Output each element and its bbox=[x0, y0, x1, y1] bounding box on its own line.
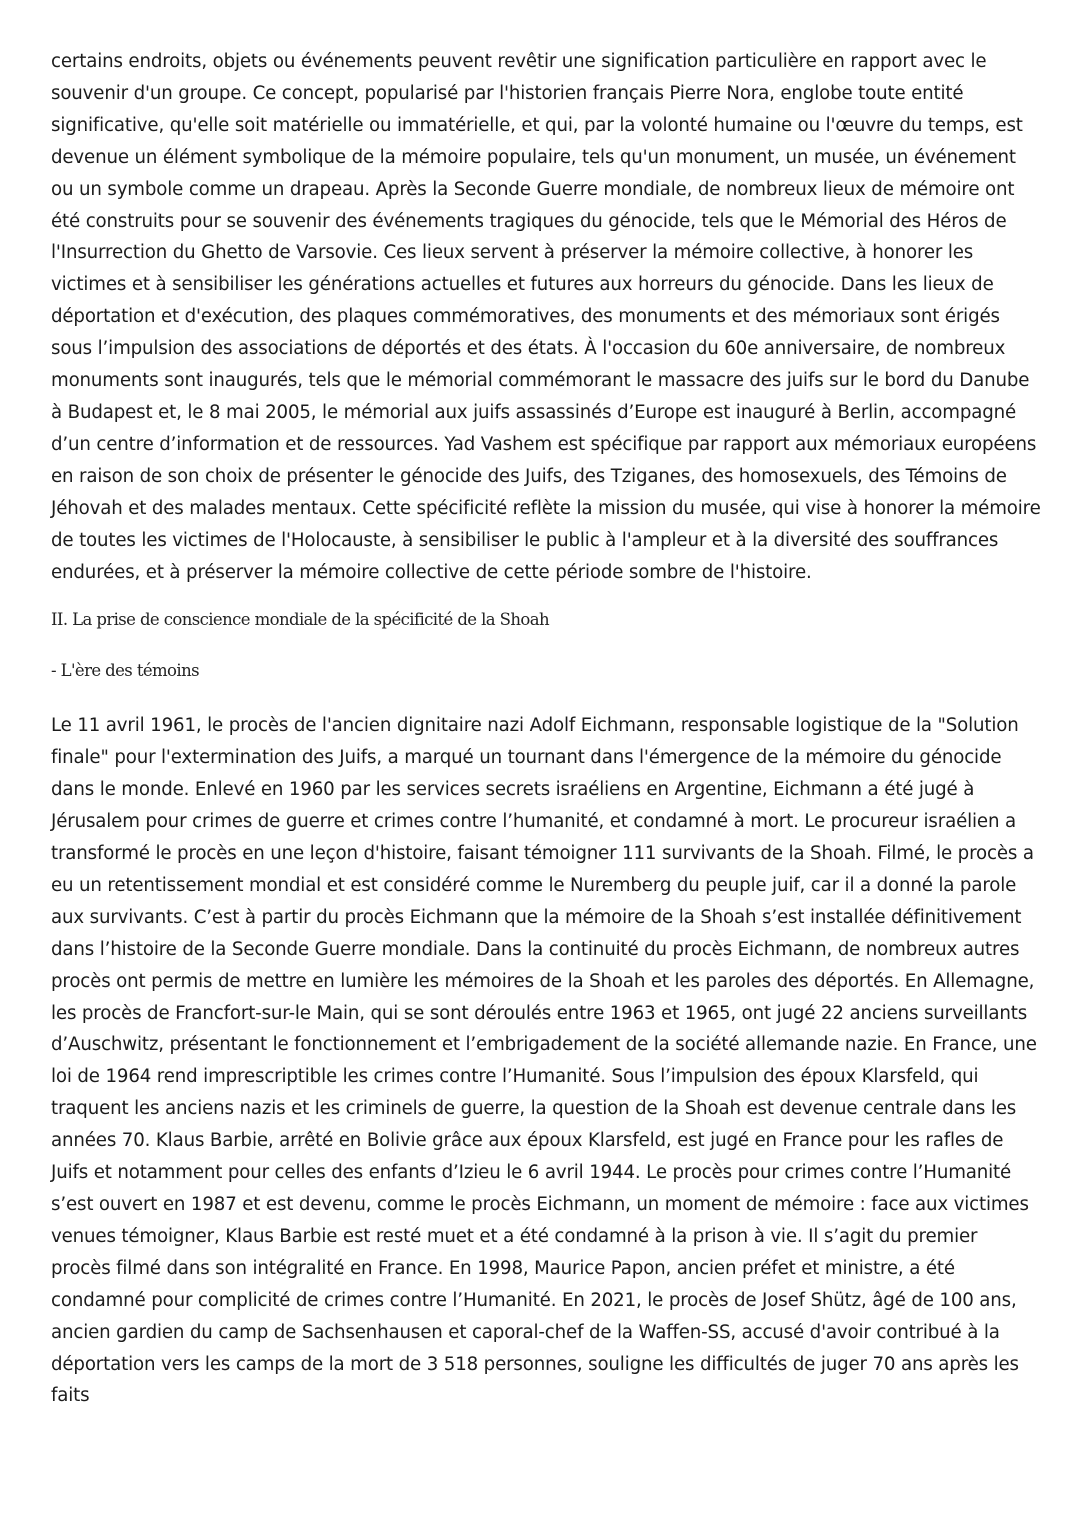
body-paragraph-lieux-de-memoire: certains endroits, objets ou événements peuvent revêtir une signification particulière en rapport avec le souvenir d'un groupe. Ce concept, popularisé par l'historien français Pierre Nora, englobe toute entité significative, qu'elle soit matérielle ou immatérielle, et qui, par la volonté humaine ou l'œuvre du temps, est devenue un élément symbolique de la mémoire populaire, tels qu'un monument, un musée, un événement ou un symbole comme un drapeau. Après la Seconde Guerre mondiale, de nombreux lieux de mémoire ont été construits pour se souvenir des événements tragiques du génocide, tels que le Mémorial des Héros de l'Insurrection du Ghetto de Varsovie. Ces lieux servent à préserver la mémoire collective, à honorer les victimes et à sensibiliser les générations actuelles et futures aux horreurs du génocide. Dans les lieux de déportation et d'exécution, des plaques commémoratives, des monuments et des mémoriaux sont érigés sous l’impulsion des associations de déportés et des états. À l'occasion du 60e anniversaire, de nombreux monuments sont inaugurés, tels que le mémorial commémorant le massacre des juifs sur le bord du Danube à Budapest et, le 8 mai 2005, le mémorial aux juifs assassinés d’Europe est inauguré à Berlin, accompagné d’un centre d’information et de ressources. Yad Vashem est spécifique par rapport aux mémoriaux européens en raison de son choix de présenter le génocide des Juifs, des Tziganes, des homosexuels, des Témoins de Jéhovah et des malades mentaux. Cette spécificité reflète la mission du musée, qui vise à honorer la mémoire de toutes les victimes de l'Holocauste, à sensibiliser le public à l'ampleur et à la diversité des souffrances endurées, et à préserver la mémoire collective de cette période sombre de l'histoire. bbox=[51, 51, 1041, 583]
document-page bbox=[51, 46, 1041, 1412]
section-heading: II. La prise de conscience mondiale de la spécificité de la Shoah bbox=[51, 610, 549, 630]
body-paragraph-ere-des-temoins: Le 11 avril 1961, le procès de l'ancien dignitaire nazi Adolf Eichmann, responsable logistique de la "Solution finale" pour l'extermination des Juifs, a marqué un tournant dans l'émergence de la mémoire du génocide dans le monde. Enlevé en 1960 par les services secrets israéliens en Argentine, Eichmann a été jugé à Jérusalem pour crimes de guerre et crimes contre l’humanité, et condamné à mort. Le procureur israélien a transformé le procès en une leçon d'histoire, faisant témoigner 111 survivants de la Shoah. Filmé, le procès a eu un retentissement mondial et est considéré comme le Nuremberg du peuple juif, car il a donné la parole aux survivants. C’est à partir du procès Eichmann que la mémoire de la Shoah s’est installée définitivement dans l’histoire de la Seconde Guerre mondiale. Dans la continuité du procès Eichmann, de nombreux autres procès ont permis de mettre en lumière les mémoires de la Shoah et les paroles des déportés. En Allemagne, les procès de Francfort-sur-le Main, qui se sont déroulés entre 1963 et 1965, ont jugé 22 anciens surveillants d’Auschwitz, présentant le fonctionnement et l’embrigadement de la société allemande nazie. En France, une loi de 1964 rend imprescriptible les crimes contre l’Humanité. Sous l’impulsion des époux Klarsfeld, qui traquent les anciens nazis et les criminels de guerre, la question de la Shoah est devenue centrale dans les années 70. Klaus Barbie, arrêté en Bolivie grâce aux époux Klarsfeld, est jugé en France pour les rafles de Juifs et notamment pour celles des enfants d’Izieu le 6 avril 1944. Le procès pour crimes contre l’Humanité s’est ouvert en 1987 et est devenu, comme le procès Eichmann, un moment de mémoire : face aux victimes venues témoigner, Klaus Barbie est resté muet et a été condamné à la prison à vie. Il s’agit du premier procès filmé dans son intégralité en France. En 1998, Maurice Papon, ancien préfet et ministre, a été condamné pour complicité de crimes contre l’Humanité. En 2021, le procès de Josef Shütz, âgé de 100 ans, ancien gardien du camp de Sachsenhausen et caporal-chef de la Waffen-SS, accusé d'avoir contribué à la déportation vers les camps de la mort de 3 518 personnes, souligne les difficultés de juger 70 ans après les faits bbox=[51, 715, 1037, 1407]
subsection-heading: - L'ère des témoins bbox=[51, 661, 199, 681]
